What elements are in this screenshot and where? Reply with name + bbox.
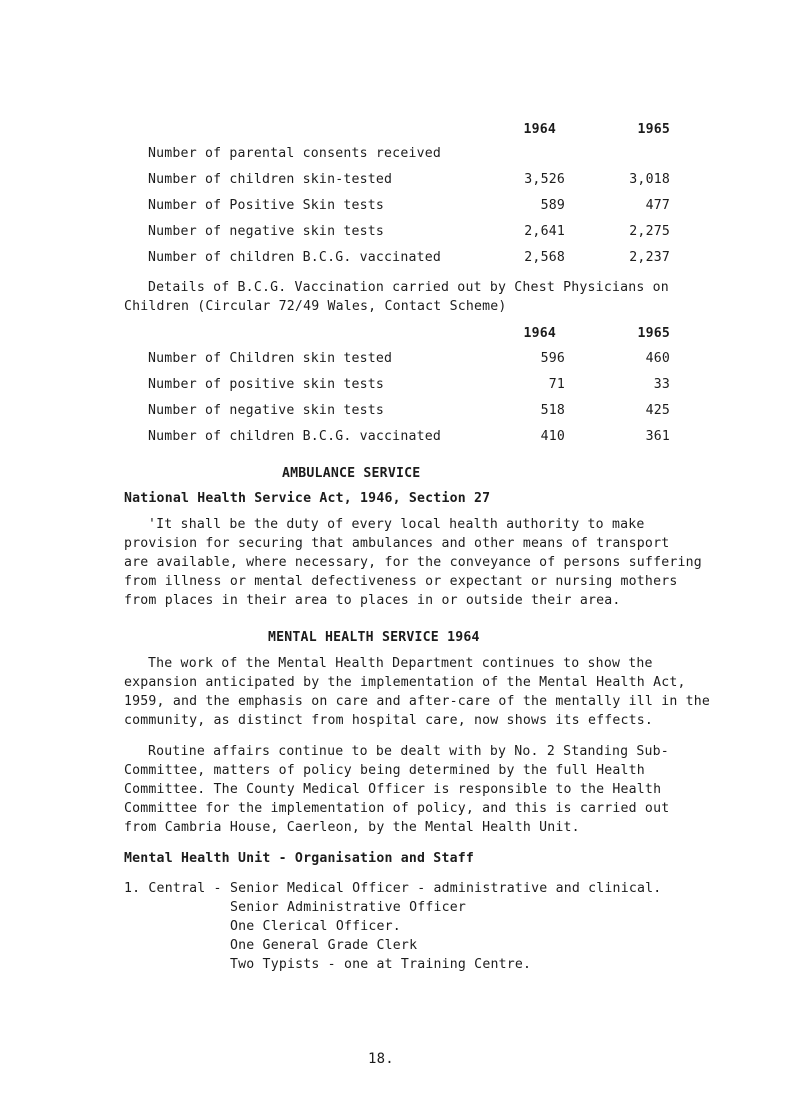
table1-year1-header: 1964 bbox=[523, 122, 556, 137]
ambulance-text-line: 'It shall be the duty of every local health authority to make bbox=[148, 517, 645, 532]
table1-year2-header: 1965 bbox=[637, 122, 670, 137]
staff-item: Two Typists - one at Training Centre. bbox=[230, 957, 532, 972]
table2-row-value-1964: 596 bbox=[540, 351, 565, 366]
table2-row-value-1965: 460 bbox=[645, 351, 670, 366]
table2-year2-header: 1965 bbox=[637, 326, 670, 341]
table1-row-label: Number of parental consents received bbox=[148, 146, 442, 161]
table2-row-label: Number of Children skin tested bbox=[148, 351, 393, 366]
table2-row-value-1965: 361 bbox=[645, 429, 670, 444]
table1-row-value-1964: 3,526 bbox=[524, 172, 565, 187]
mental-para1-line: community, as distinct from hospital care, now shows its effects. bbox=[124, 713, 654, 728]
table1-row-value-1964: 2,641 bbox=[524, 224, 565, 239]
table1-row-label: Number of negative skin tests bbox=[148, 224, 385, 239]
mental-para1-line: expansion anticipated by the implementation of the Mental Health Act, bbox=[124, 675, 686, 690]
staff-item: Senior Medical Officer - administrative and clinical. bbox=[230, 881, 662, 896]
table2-year1-header: 1964 bbox=[523, 326, 556, 341]
table1-row-value-1965: 2,237 bbox=[629, 250, 670, 265]
table2-row-label: Number of negative skin tests bbox=[148, 403, 385, 418]
table1-row-label: Number of Positive Skin tests bbox=[148, 198, 385, 213]
table1-row-value-1965: 2,275 bbox=[629, 224, 670, 239]
details-line-1: Details of B.C.G. Vaccination carried out by Chest Physicians on bbox=[148, 280, 669, 295]
ambulance-text-line: are available, where necessary, for the conveyance of persons suffering bbox=[124, 555, 702, 570]
staff-item: One General Grade Clerk bbox=[230, 938, 418, 953]
ambulance-subheading: National Health Service Act, 1946, Section 27 bbox=[124, 491, 491, 506]
mental-para2-line: Committee for the implementation of policy, and this is carried out bbox=[124, 801, 670, 816]
table2-row-label: Number of children B.C.G. vaccinated bbox=[148, 429, 442, 444]
table2-row-value-1964: 71 bbox=[548, 377, 565, 392]
mental-heading: MENTAL HEALTH SERVICE 1964 bbox=[268, 630, 480, 645]
ambulance-text-line: from illness or mental defectiveness or expectant or nursing mothers bbox=[124, 574, 678, 589]
table1-row-label: Number of children skin-tested bbox=[148, 172, 393, 187]
table2-row-value-1964: 518 bbox=[540, 403, 565, 418]
ambulance-text-line: from places in their area to places in or outside their area. bbox=[124, 593, 621, 608]
table1-row-value-1964: 589 bbox=[540, 198, 565, 213]
table1-row-value-1964: 2,568 bbox=[524, 250, 565, 265]
mental-para1-line: The work of the Mental Health Department continues to show the bbox=[148, 656, 653, 671]
table2-row-label: Number of positive skin tests bbox=[148, 377, 385, 392]
mental-para2-line: from Cambria House, Caerleon, by the Mental Health Unit. bbox=[124, 820, 580, 835]
staff-item: Senior Administrative Officer bbox=[230, 900, 467, 915]
table1-row-value-1965: 477 bbox=[645, 198, 670, 213]
table1-row-value-1965: 3,018 bbox=[629, 172, 670, 187]
mental-para2-line: Committee. The County Medical Officer is responsible to the Health bbox=[124, 782, 662, 797]
staff-item: One Clerical Officer. bbox=[230, 919, 401, 934]
central-label: 1. Central - bbox=[124, 881, 222, 896]
mental-para2-line: Committee, matters of policy being determined by the full Health bbox=[124, 763, 645, 778]
mental-unit-heading: Mental Health Unit - Organisation and Staff bbox=[124, 851, 475, 866]
mental-para1-line: 1959, and the emphasis on care and after-care of the mentally ill in the bbox=[124, 694, 711, 709]
ambulance-text-line: provision for securing that ambulances and other means of transport bbox=[124, 536, 670, 551]
details-line-2: Children (Circular 72/49 Wales, Contact Scheme) bbox=[124, 299, 507, 314]
table1-row-label: Number of children B.C.G. vaccinated bbox=[148, 250, 442, 265]
table2-row-value-1965: 425 bbox=[645, 403, 670, 418]
ambulance-heading: AMBULANCE SERVICE bbox=[282, 466, 421, 481]
table2-row-value-1965: 33 bbox=[653, 377, 670, 392]
page-number: 18. bbox=[368, 1051, 394, 1067]
mental-para2-line: Routine affairs continue to be dealt with by No. 2 Standing Sub- bbox=[148, 744, 669, 759]
table2-row-value-1964: 410 bbox=[540, 429, 565, 444]
